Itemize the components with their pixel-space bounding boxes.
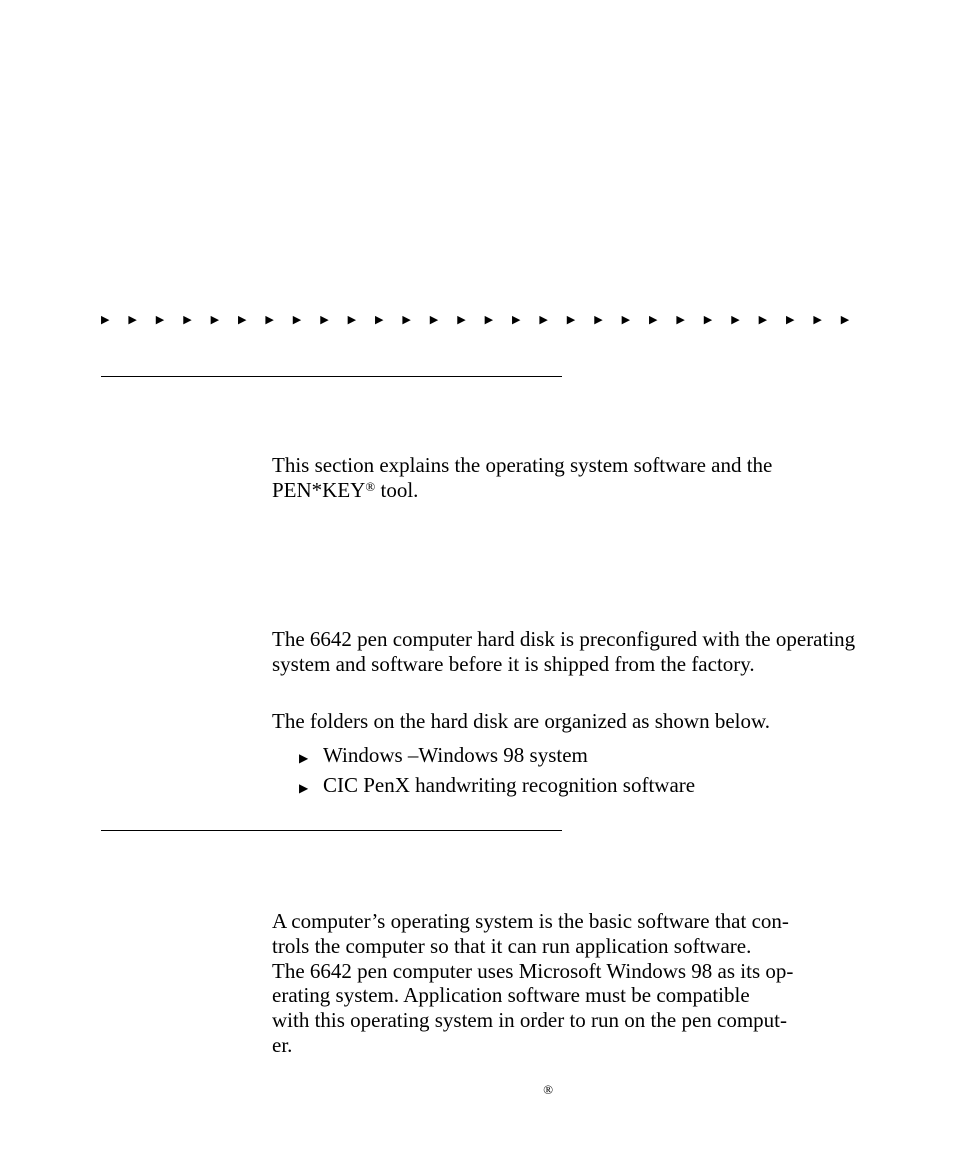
list-item xyxy=(299,773,695,800)
intro-paragraph xyxy=(272,453,872,503)
section-rule xyxy=(101,376,562,377)
divider-arrow-icon: ▶ xyxy=(429,314,439,326)
divider-arrow-icon: ▶ xyxy=(676,314,685,326)
divider-arrow-icon: ▶ xyxy=(621,314,631,326)
divider-arrow-icon: ▶ xyxy=(484,314,494,326)
divider-arrow-icon: ▶ xyxy=(347,314,357,326)
bullet-arrow-icon: ▶ xyxy=(299,781,309,795)
divider-arrow-icon: ▶ xyxy=(649,314,658,326)
divider-arrow-icon: ▶ xyxy=(840,314,850,326)
arrow-divider xyxy=(101,311,861,329)
folders-intro: The folders on the hard disk are organized as shown below. xyxy=(272,709,771,733)
list-item-text: Windows –Windows 98 system xyxy=(323,743,588,767)
divider-arrow-icon: ▶ xyxy=(539,314,548,326)
paragraph-line: er. xyxy=(272,1032,293,1057)
intro-text: This section explains the operating system software and the PEN*KEY xyxy=(272,453,773,502)
divider-arrow-icon: ▶ xyxy=(512,314,521,326)
divider-arrow-icon: ▶ xyxy=(457,314,466,326)
divider-arrow-icon: ▶ xyxy=(183,314,192,326)
divider-arrow-icon: ▶ xyxy=(128,314,137,326)
divider-arrow-icon: ▶ xyxy=(786,314,795,326)
operating-system-paragraph xyxy=(272,909,872,1058)
divider-arrow-icon: ▶ xyxy=(292,314,302,326)
section-rule xyxy=(101,830,562,831)
divider-arrow-icon: ▶ xyxy=(703,314,713,326)
divider-arrow-icon: ▶ xyxy=(566,314,576,326)
paragraph-line: with this operating system in order to run on the pen comput- xyxy=(272,1008,787,1033)
paragraph-line: trols the computer so that it can run application software. xyxy=(272,933,752,958)
divider-arrow-icon: ▶ xyxy=(320,314,329,326)
intro-text-end: tool. xyxy=(375,477,419,502)
paragraph-line: The 6642 pen computer uses Microsoft Windows 98 as its op- xyxy=(272,958,794,983)
divider-arrow-icon: ▶ xyxy=(210,314,220,326)
paragraph-line: erating system. Application software must be compatible xyxy=(272,983,750,1008)
list-item-text: CIC PenX handwriting recognition software xyxy=(323,773,696,797)
divider-arrow-icon: ▶ xyxy=(375,314,384,326)
divider-arrow-icon: ▶ xyxy=(265,314,274,326)
divider-arrow-icon: ▶ xyxy=(101,314,110,326)
footer-registered-mark: ® xyxy=(543,1082,553,1097)
list-item xyxy=(299,743,588,770)
divider-arrow-icon: ▶ xyxy=(813,314,822,326)
divider-arrow-icon: ▶ xyxy=(238,314,247,326)
bullet-arrow-icon: ▶ xyxy=(299,751,309,765)
preconfigured-paragraph: The 6642 pen computer hard disk is preconfigured with the operating system and software before it is shipped from the factory. xyxy=(272,627,856,676)
divider-arrow-icon: ▶ xyxy=(402,314,411,326)
divider-arrow-icon: ▶ xyxy=(758,314,768,326)
registered-mark: ® xyxy=(365,478,376,494)
divider-arrow-icon: ▶ xyxy=(594,314,603,326)
paragraph-line: A computer’s operating system is the basic software that con- xyxy=(272,909,789,933)
divider-arrow-icon: ▶ xyxy=(731,314,740,326)
divider-arrow-icon: ▶ xyxy=(155,314,165,326)
